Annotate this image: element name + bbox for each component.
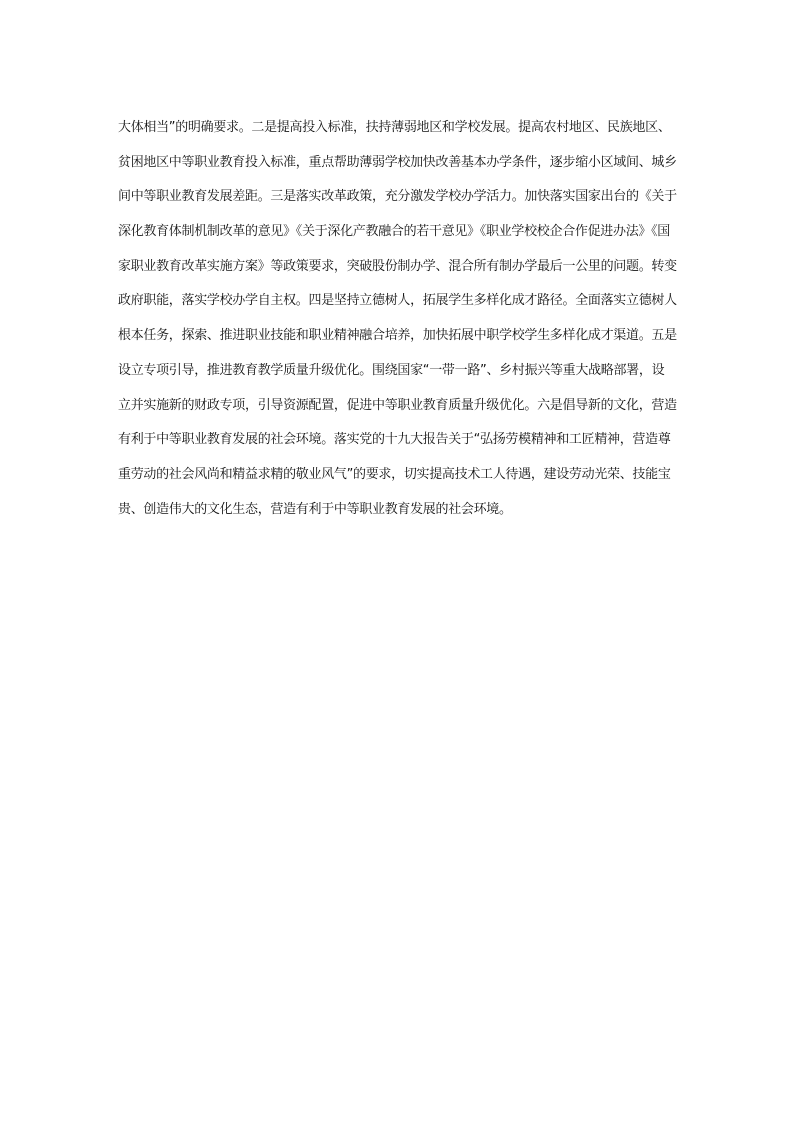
text-line: 设立专项引导，推进教育教学质量升级优化。围绕国家“一带一路”、乡村振兴等重大战略部署，设 <box>118 362 665 378</box>
body-paragraph <box>118 118 680 534</box>
text-line: 贫困地区中等职业教育投入标准，重点帮助薄弱学校加快改善基本办学条件，逐步缩小区域间、城乡 <box>118 154 677 170</box>
text-line: 根本任务，探索、推进职业技能和职业精神融合培养，加快拓展中职学校学生多样化成才渠道。五是 <box>118 328 677 344</box>
text-line: 有利于中等职业教育发展的社会环境。落实党的十九大报告关于“弘扬劳模精神和工匠精神，营造尊 <box>118 432 671 448</box>
text-line: 政府职能，落实学校办学自主权。四是坚持立德树人，拓展学生多样化成才路径。全面落实立德树人 <box>118 293 677 309</box>
text-line: 大体相当”的明确要求。二是提高投入标准，扶持薄弱地区和学校发展。提高农村地区、民族地区、 <box>118 120 671 135</box>
text-line: 间中等职业教育发展差距。三是落实改革政策，充分激发学校办学活力。加快落实国家出台的《关于 <box>118 189 677 205</box>
text-line: 重劳动的社会风尚和精益求精的敬业风气”的要求，切实提高技术工人待遇，建设劳动光荣、技能宝 <box>118 466 671 482</box>
text-line: 家职业教育改革实施方案》等政策要求，突破股份制办学、混合所有制办学最后一公里的问题。转变 <box>118 258 677 274</box>
text-line: 深化教育体制机制改革的意见》《关于深化产教融合的若干意见》《职业学校校企合作促进办法》《国 <box>118 224 671 240</box>
text-line: 贵、创造伟大的文化生态，营造有利于中等职业教育发展的社会环境。 <box>118 501 512 517</box>
text-line: 立并实施新的财政专项，引导资源配置，促进中等职业教育质量升级优化。六是倡导新的文化，营造 <box>118 397 677 413</box>
